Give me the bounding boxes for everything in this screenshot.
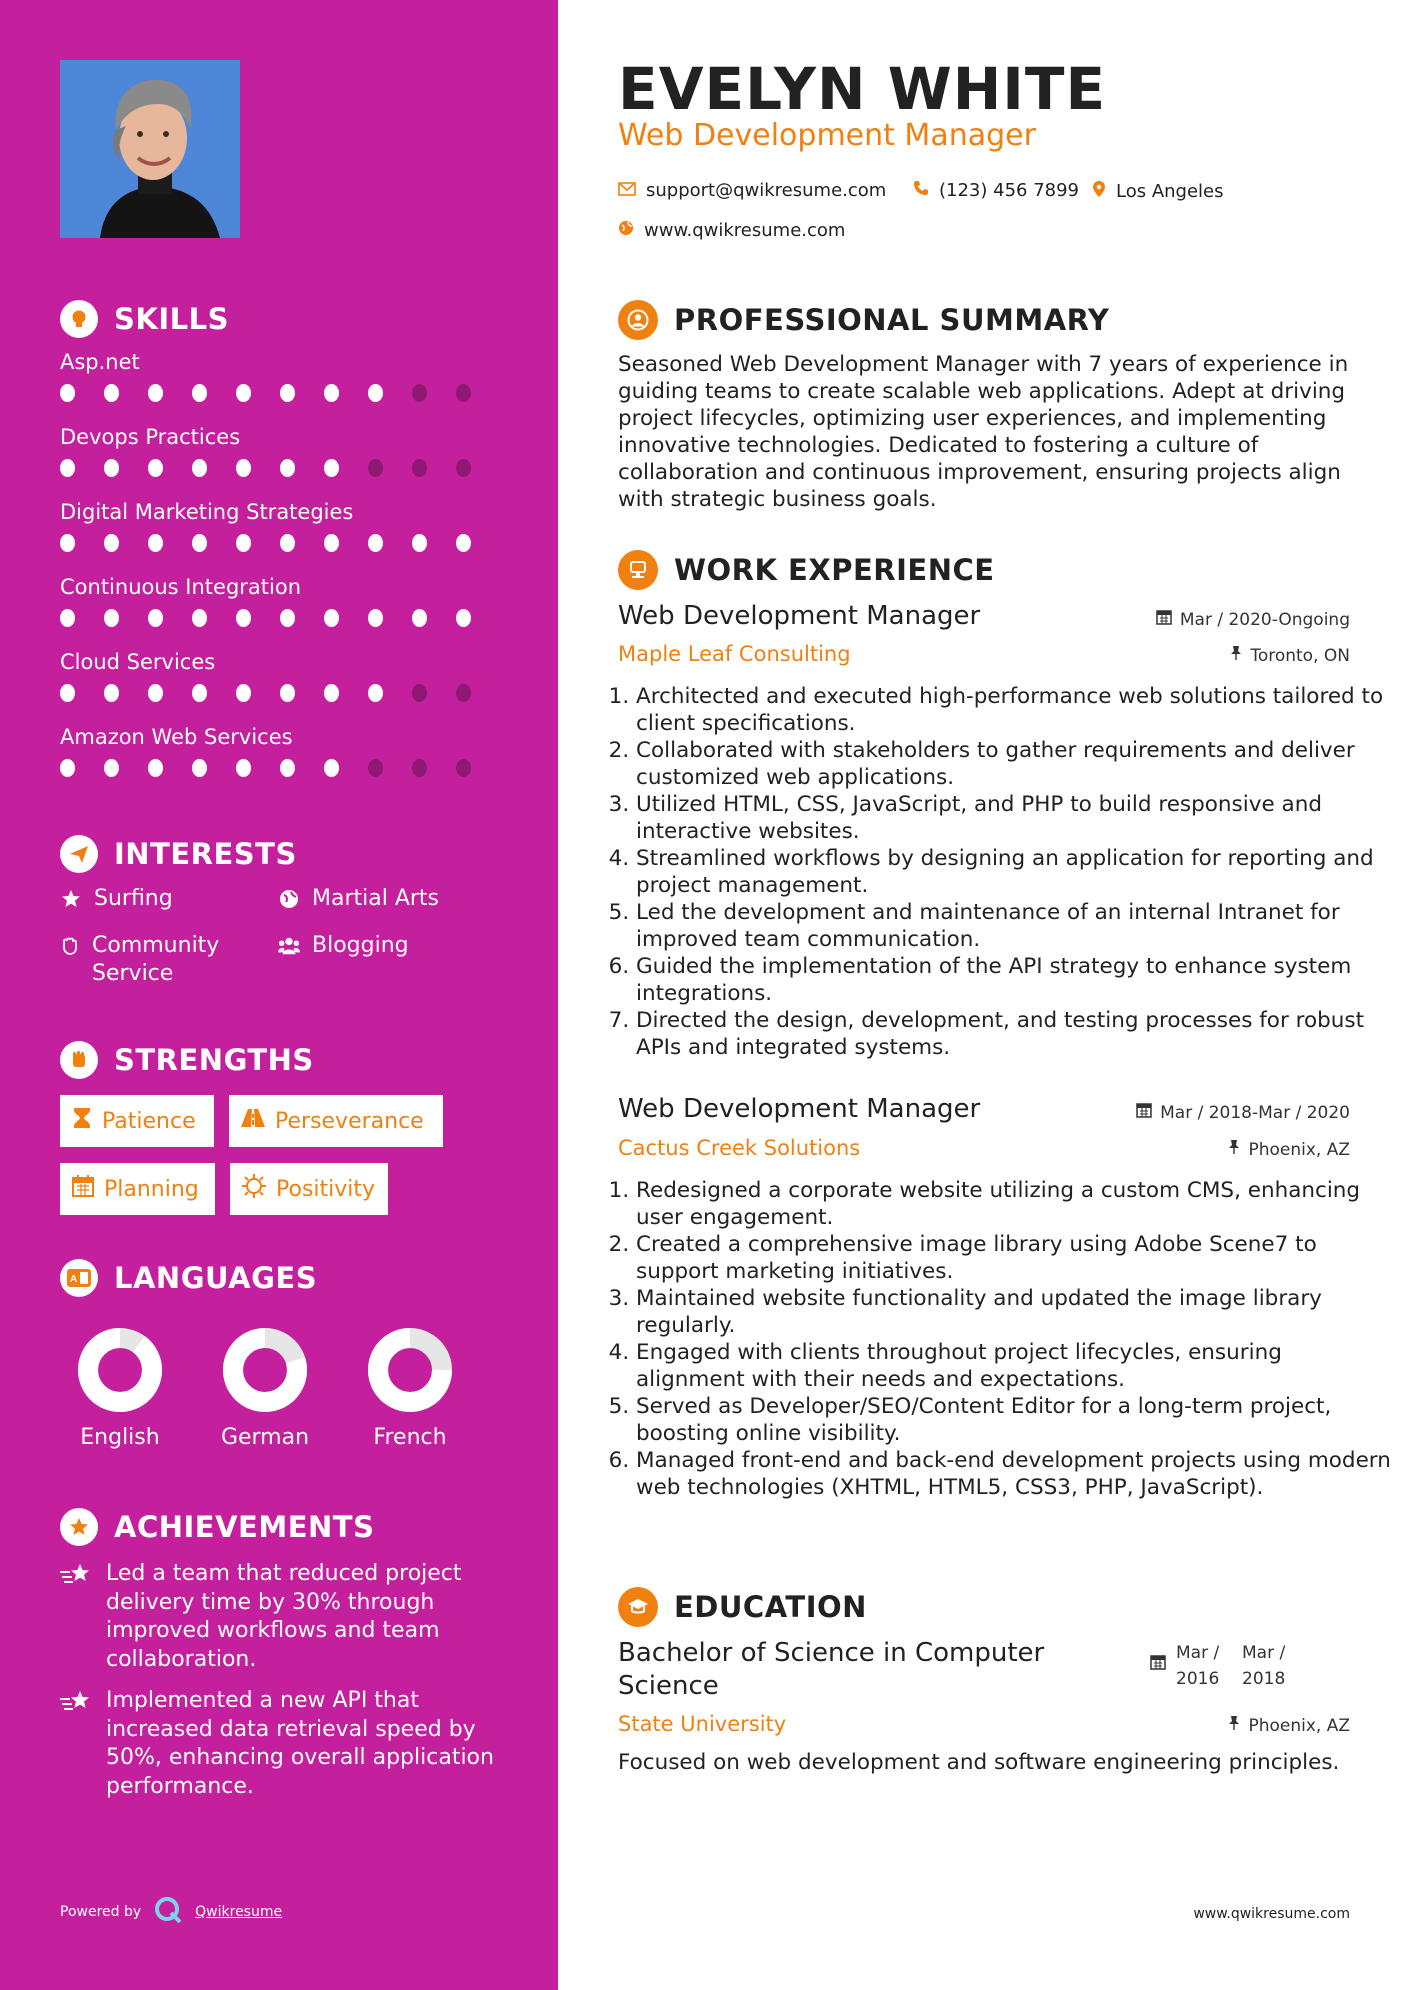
language-icon (60, 1259, 98, 1297)
phone-text[interactable]: (123) 456 7899 (939, 180, 1080, 201)
job-company: Maple Leaf Consulting (618, 642, 851, 666)
job-dates-text: Mar / 2020-Ongoing (1179, 609, 1350, 630)
skill-dot-filled (324, 609, 339, 627)
skill-rating (60, 534, 500, 552)
language-german (205, 1325, 325, 1450)
skill-rating (60, 759, 500, 777)
responsibility-item: 5. Served as Developer/SEO/Content Editor for a long-term project, boosting online visibility. (636, 1393, 1396, 1447)
skill-dot-filled (148, 459, 163, 477)
skill-name: Cloud Services (60, 650, 216, 674)
skill-dot-filled (280, 684, 295, 702)
skill-rating (60, 609, 500, 627)
pushpin-icon (1228, 1715, 1240, 1736)
fist-icon (60, 1041, 98, 1079)
qwikresume-link[interactable]: Qwikresume (195, 1904, 283, 1920)
interest-martial-arts (278, 885, 439, 913)
job-dates-text: Mar / 2018-Mar / 2020 (1160, 1102, 1350, 1123)
education-location-text: Phoenix, AZ (1248, 1715, 1350, 1736)
skill-dot-filled (368, 609, 383, 627)
job-dates (1156, 609, 1350, 630)
interest-label: Community Service (92, 933, 220, 986)
sidebar (0, 0, 558, 1990)
paper-plane-icon (60, 835, 98, 873)
responsibility-item: 1. Redesigned a corporate website utilizing a custom CMS, enhancing user engagement. (636, 1177, 1396, 1231)
skill-dot-filled (104, 759, 119, 777)
skill-dot-filled (192, 684, 207, 702)
skill-dot-filled (412, 534, 427, 552)
envelope-icon (618, 180, 636, 201)
skill-dot-filled (60, 384, 75, 402)
pushpin-icon (1230, 645, 1242, 666)
skill-dot-filled (280, 534, 295, 552)
contact-location (1092, 180, 1224, 203)
language-ring (220, 1325, 310, 1415)
skill-dot-filled (192, 609, 207, 627)
skill-rating (60, 684, 500, 702)
skill-dot-filled (236, 384, 251, 402)
language-english (60, 1325, 180, 1450)
skill-rating (60, 384, 500, 402)
strength-planning (60, 1163, 215, 1215)
skill-dot-filled (148, 609, 163, 627)
responsibility-item: 2. Created a comprehensive image library using Adobe Scene7 to support marketing initiatives. (636, 1231, 1396, 1285)
skill-dot-filled (60, 534, 75, 552)
globe-icon (278, 885, 300, 913)
skill-dot-filled (280, 459, 295, 477)
job-company: Cactus Creek Solutions (618, 1136, 861, 1160)
education-description: Focused on web development and software engineering principles. (618, 1750, 1340, 1775)
job-title: Web Development Manager (618, 601, 981, 631)
school-name: State University (618, 1712, 787, 1736)
skill-dot-filled (236, 609, 251, 627)
skill-dot-filled (60, 759, 75, 777)
skill-dot-filled (60, 609, 75, 627)
skill-dot-filled (324, 384, 339, 402)
language-label: French (373, 1425, 447, 1450)
skill-dot-filled (148, 759, 163, 777)
interests-title: INTERESTS (114, 837, 297, 871)
skill-dot-empty (412, 759, 427, 777)
interest-label: Blogging (312, 933, 409, 958)
achievement-text: Implemented a new API that increased data retrieval speed by 50%, enhancing overall application performance. (106, 1688, 494, 1799)
responsibility-item: 4. Engaged with clients throughout project lifecycles, ensuring alignment with their needs and expectations. (636, 1339, 1396, 1393)
responsibility-item: 7. Directed the design, development, and testing processes for robust APIs and integrated systems. (636, 1007, 1396, 1061)
main-content (558, 0, 1407, 1990)
skill-dot-filled (324, 684, 339, 702)
powered-by (60, 1895, 282, 1929)
skill-dot-empty (456, 459, 471, 477)
skill-dot-filled (280, 609, 295, 627)
svg-text:A: A (70, 1274, 78, 1285)
skill-dot-filled (236, 459, 251, 477)
skill-dot-filled (192, 384, 207, 402)
job-responsibilities (618, 683, 1396, 1061)
skill-dot-filled (324, 759, 339, 777)
responsibility-item: 3. Utilized HTML, CSS, JavaScript, and PHP to build responsive and interactive websites. (636, 791, 1396, 845)
skill-dot-filled (104, 684, 119, 702)
skill-dot-filled (280, 384, 295, 402)
strength-label: Patience (102, 1108, 196, 1134)
skill-item (60, 650, 500, 702)
candidate-role: Web Development Manager (618, 118, 1036, 153)
skill-rating (60, 459, 500, 477)
skill-name: Amazon Web Services (60, 725, 293, 749)
skill-dot-filled (368, 684, 383, 702)
language-label: German (220, 1425, 310, 1450)
language-ring (365, 1325, 455, 1415)
strength-label: Planning (104, 1176, 199, 1202)
skill-dot-filled (412, 609, 427, 627)
language-label: English (80, 1425, 160, 1450)
job-location-text: Phoenix, AZ (1248, 1139, 1350, 1160)
skill-dot-filled (368, 534, 383, 552)
job-title: Web Development Manager (618, 1094, 981, 1124)
hand-icon (60, 932, 80, 960)
interest-surfing (60, 885, 173, 913)
calendar-icon (1150, 1640, 1166, 1692)
skill-dot-empty (368, 759, 383, 777)
education-end: Mar / 2018 (1242, 1643, 1286, 1689)
contact-website (618, 220, 845, 241)
skill-dot-filled (324, 534, 339, 552)
footer-url[interactable]: www.qwikresume.com (1193, 1906, 1350, 1922)
skill-dot-filled (236, 684, 251, 702)
skill-name: Continuous Integration (60, 575, 301, 599)
skill-dot-empty (368, 459, 383, 477)
responsibility-item: 6. Guided the implementation of the API strategy to enhance system integrations. (636, 953, 1396, 1007)
lightbulb-icon (60, 300, 98, 338)
job-location-text: Toronto, ON (1250, 645, 1350, 666)
education-start: Mar / 2016 (1176, 1643, 1220, 1689)
education-location (1228, 1715, 1350, 1736)
skill-dot-filled (60, 459, 75, 477)
candidate-name: EVELYN WHITE (618, 55, 1107, 123)
contact-email (618, 180, 886, 201)
skill-dot-filled (60, 684, 75, 702)
strength-perseverance (229, 1095, 443, 1147)
skill-dot-filled (148, 384, 163, 402)
skill-name: Digital Marketing Strategies (60, 500, 354, 524)
road-icon (241, 1108, 265, 1134)
skill-dot-filled (192, 759, 207, 777)
star-icon (60, 885, 82, 913)
skill-dot-empty (412, 459, 427, 477)
hourglass-icon (72, 1107, 92, 1135)
job-dates (1136, 1102, 1350, 1123)
languages-title: LANGUAGES (114, 1261, 318, 1295)
achievements-title: ACHIEVEMENTS (114, 1510, 375, 1544)
achievement-item (60, 1687, 510, 1801)
briefcase-icon (618, 550, 658, 590)
education-heading (618, 1587, 867, 1627)
experience-title: WORK EXPERIENCE (674, 553, 995, 587)
interest-label: Martial Arts (312, 886, 440, 911)
users-icon (278, 932, 300, 960)
contact-phone (913, 180, 1079, 201)
qwikresume-logo-icon (153, 1895, 183, 1929)
education-title: EDUCATION (674, 1590, 867, 1624)
calendar-icon (1136, 1102, 1152, 1123)
summary-heading (618, 300, 1109, 340)
skill-item (60, 350, 500, 402)
skill-dot-filled (236, 759, 251, 777)
job-location (1228, 1139, 1350, 1160)
interest-label: Surfing (94, 886, 173, 911)
responsibility-item: 2. Collaborated with stakeholders to gather requirements and deliver customized web applications. (636, 737, 1396, 791)
skill-dot-empty (456, 759, 471, 777)
responsibility-item: 3. Maintained website functionality and updated the image library regularly. (636, 1285, 1396, 1339)
skill-dot-empty (412, 384, 427, 402)
skill-name: Devops Practices (60, 425, 241, 449)
job-responsibilities (618, 1177, 1396, 1501)
skills-title: SKILLS (114, 302, 229, 336)
location-text: Los Angeles (1116, 181, 1224, 202)
language-ring (75, 1325, 165, 1415)
responsibility-item: 4. Streamlined workflows by designing an application for reporting and project management. (636, 845, 1396, 899)
education-dates (1150, 1640, 1298, 1692)
skill-dot-filled (280, 759, 295, 777)
achievements-heading (60, 1508, 374, 1546)
calendar-icon (72, 1175, 94, 1203)
experience-heading (618, 550, 995, 590)
responsibility-item: 1. Architected and executed high-performance web solutions tailored to client specifications. (636, 683, 1396, 737)
skill-item (60, 575, 500, 627)
skill-dot-filled (148, 684, 163, 702)
job-location (1230, 645, 1350, 666)
summary-text: Seasoned Web Development Manager with 7 years of experience in guiding teams to create scalable web applications. Adept at driving project lifecycles, optimizing user experiences, and implementing innovative technologies. Dedicated to fostering a culture of collaboration and continuous improvement, ensuring projects align with strategic business goals. (618, 352, 1349, 512)
languages-heading (60, 1259, 317, 1297)
skill-dot-empty (412, 684, 427, 702)
shooting-star-icon (60, 1687, 94, 1801)
pushpin-icon (1228, 1139, 1240, 1160)
strength-patience (60, 1095, 214, 1147)
skill-dot-filled (192, 459, 207, 477)
strength-label: Perseverance (275, 1108, 424, 1134)
graduation-icon (618, 1587, 658, 1627)
skills-heading (60, 300, 229, 338)
powered-by-label: Powered by (60, 1904, 142, 1920)
skill-dot-filled (104, 384, 119, 402)
language-french (350, 1325, 470, 1450)
skill-name: Asp.net (60, 350, 140, 374)
strength-positivity (230, 1163, 388, 1215)
skill-dot-filled (104, 534, 119, 552)
calendar-icon (1156, 609, 1172, 630)
sun-icon (242, 1174, 266, 1204)
skill-dot-filled (236, 534, 251, 552)
degree-title: Bachelor of Science in Computer Science (618, 1638, 1045, 1701)
strengths-title: STRENGTHS (114, 1043, 314, 1077)
skill-item (60, 425, 500, 477)
phone-icon (913, 180, 929, 201)
skill-dot-filled (192, 534, 207, 552)
skill-dot-filled (104, 459, 119, 477)
achievement-item (60, 1560, 510, 1674)
skill-dot-filled (456, 609, 471, 627)
trophy-star-icon (60, 1508, 98, 1546)
skill-dot-filled (324, 459, 339, 477)
interests-heading (60, 835, 297, 873)
interest-blogging (278, 932, 409, 960)
shooting-star-icon (60, 1560, 94, 1674)
skill-item (60, 500, 500, 552)
skill-dot-filled (104, 609, 119, 627)
profile-photo (60, 60, 240, 238)
skill-dot-filled (368, 384, 383, 402)
summary-title: PROFESSIONAL SUMMARY (674, 303, 1110, 337)
responsibility-item: 5. Led the development and maintenance of an internal Intranet for improved team communication. (636, 899, 1396, 953)
skill-dot-filled (148, 534, 163, 552)
strengths-heading (60, 1041, 314, 1079)
skill-item (60, 725, 500, 777)
responsibility-item: 6. Managed front-end and back-end development projects using modern web technologies (XHTML, HTML5, CSS3, PHP, JavaScript). (636, 1447, 1396, 1501)
interest-community-service (60, 932, 250, 988)
achievement-text: Led a team that reduced project delivery time by 30% through improved workflows and team collaboration. (106, 1561, 462, 1672)
skill-dot-filled (456, 534, 471, 552)
email-text[interactable]: support@qwikresume.com (646, 180, 887, 201)
skill-dot-empty (456, 684, 471, 702)
globe-icon (618, 220, 634, 241)
skill-dot-empty (456, 384, 471, 402)
map-pin-icon (1092, 180, 1106, 203)
strength-label: Positivity (276, 1176, 376, 1202)
user-icon (618, 300, 658, 340)
website-text[interactable]: www.qwikresume.com (644, 220, 846, 241)
